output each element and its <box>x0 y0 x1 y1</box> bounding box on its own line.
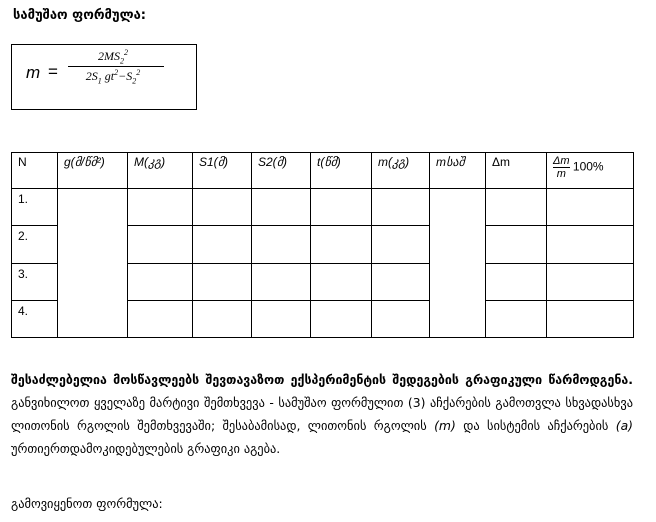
table-cell <box>252 226 311 263</box>
table-cell <box>193 300 252 337</box>
table-cell <box>486 263 547 300</box>
paragraph-bold-lead: შესაძლებელია მოსწავლეებს შევთავაზოთ ექსპერიმენტის შედეგების გრაფიკული წარმოდგენა. <box>11 372 633 387</box>
formula-numerator: $2MS_2^2$ <box>98 48 128 66</box>
header-t: t(წმ) <box>311 153 372 189</box>
table-cell <box>486 189 547 226</box>
table-cell <box>486 226 547 263</box>
table-cell <box>372 263 430 300</box>
variable-m: (m) <box>434 418 456 433</box>
table-cell <box>193 226 252 263</box>
table-cell <box>311 300 372 337</box>
table-cell <box>193 263 252 300</box>
header-M: M(კგ) <box>128 153 193 189</box>
merged-cell-g <box>58 189 128 338</box>
table-cell <box>372 189 430 226</box>
header-n: N <box>12 153 58 189</box>
row-number: 3. <box>12 263 58 300</box>
header-S1: S1(მ) <box>193 153 252 189</box>
row-number: 2. <box>12 226 58 263</box>
header-S2: S2(მ) <box>252 153 311 189</box>
header-g: g(მ/წმ²) <box>58 153 128 189</box>
results-table <box>11 152 634 338</box>
header-m-avg: mსაშ <box>430 153 486 189</box>
table-cell <box>547 263 634 300</box>
table-cell <box>252 189 311 226</box>
section-heading: სამუშაო ფორმულა: <box>13 8 146 23</box>
formula-denominator: $2S_1$ $gt^2-S_2^2$ <box>85 68 141 86</box>
table-cell <box>311 189 372 226</box>
paragraph-text: განვიხილოთ ყველაზე მარტივი შემთხვევა - სამუშაო ფორმულით (3) აჩქარების გამოთვლა სხვადასხვა ლითონის რგოლის შემთხვევაში; შესაბამისად, ლითონის რგოლის <box>11 395 633 433</box>
formula-fraction <box>68 49 158 84</box>
formula-lhs: m <box>26 63 41 82</box>
table-cell <box>372 226 430 263</box>
variable-a: (a) <box>615 418 634 433</box>
table-header-row <box>12 153 634 189</box>
footer-line: გამოვიყენოთ ფორმულა: <box>11 496 163 511</box>
formula-equals: = <box>48 62 58 81</box>
table-row <box>12 189 634 226</box>
table-cell <box>252 300 311 337</box>
table-cell <box>311 226 372 263</box>
table-cell <box>547 189 634 226</box>
body-paragraph <box>11 368 633 460</box>
table-cell <box>311 263 372 300</box>
table-cell <box>128 263 193 300</box>
table-cell <box>547 300 634 337</box>
table-cell <box>193 189 252 226</box>
merged-cell-m-avg <box>430 189 486 338</box>
table-cell <box>128 300 193 337</box>
paragraph-text: და სისტემის აჩქარების <box>455 418 616 433</box>
formula-box <box>11 44 197 110</box>
paragraph-text: ურთიერთდამოკიდებულების გრაფიკი აგება. <box>11 441 281 456</box>
row-number: 1. <box>12 189 58 226</box>
header-relative-error: $\frac{\Delta m}{m}$ 100% <box>547 153 634 189</box>
table-cell <box>128 189 193 226</box>
table-cell <box>252 263 311 300</box>
header-m: m(კგ) <box>372 153 430 189</box>
row-number: 4. <box>12 300 58 337</box>
table-cell <box>372 300 430 337</box>
table-cell <box>486 300 547 337</box>
header-delta-m: Δm <box>486 153 547 189</box>
table-cell <box>547 226 634 263</box>
table-cell <box>128 226 193 263</box>
